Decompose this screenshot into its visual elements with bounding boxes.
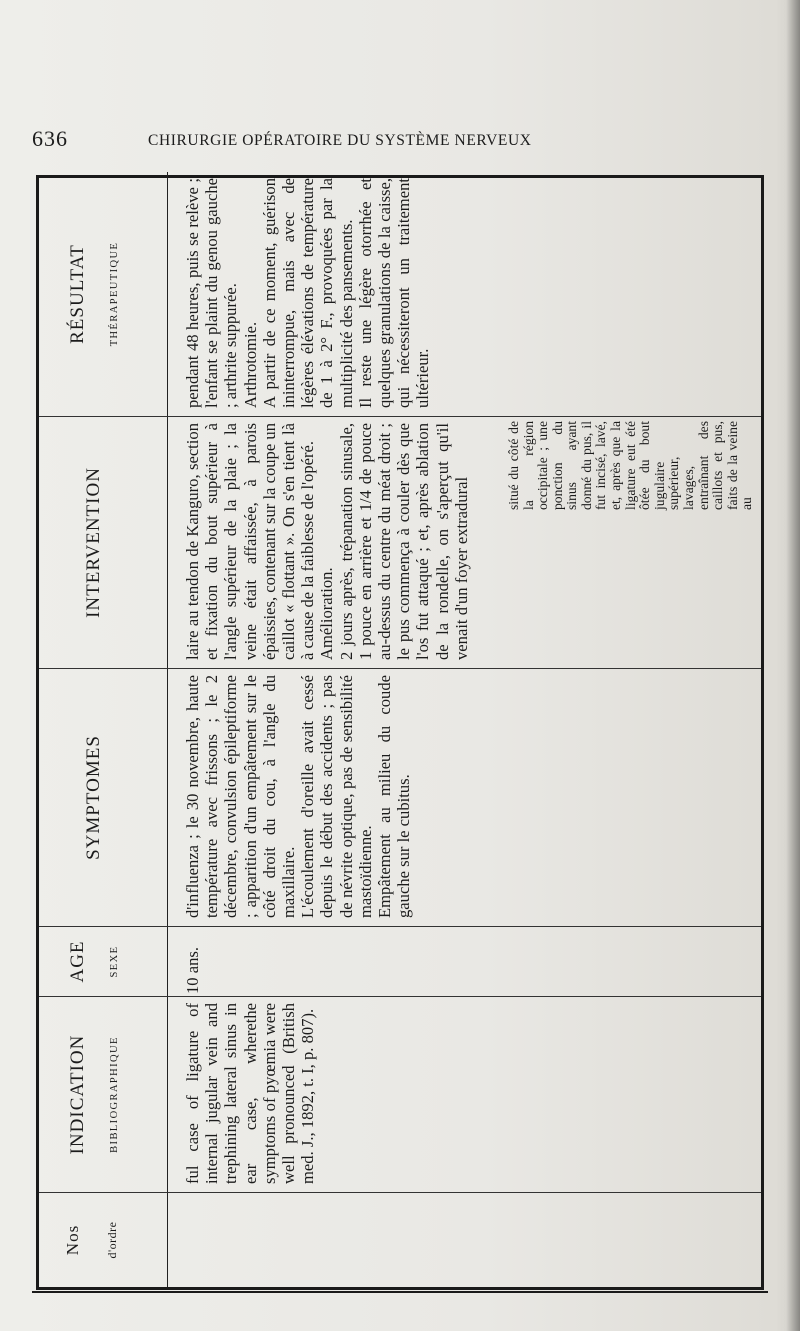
column-intervention <box>39 416 761 668</box>
column-header-intervention <box>39 417 168 668</box>
column-header-indication <box>39 997 168 1192</box>
column-symptomes <box>39 668 761 926</box>
column-title: Nos <box>63 1224 82 1256</box>
column-title: RÉSULTAT <box>67 244 88 344</box>
intervention-paragraph: Amélioration. <box>317 567 337 660</box>
case-table <box>36 175 764 1290</box>
column-resultat <box>39 172 761 416</box>
running-head <box>30 126 590 154</box>
column-subtitle: SEXE <box>109 945 120 978</box>
cell-resultat <box>183 178 433 408</box>
result-paragraph: Il reste une légère otorrhée et quelques granulations de la caisse, qui nécessiteront un traitement ultérieur. <box>355 178 433 408</box>
column-title: SYMPTOMES <box>83 735 104 860</box>
column-subtitle: d'ordre <box>105 1221 119 1259</box>
column-header-symptomes <box>39 669 168 926</box>
column-age <box>39 926 761 996</box>
intervention-paragraph: 2 jours après, trépanation sinusale, 1 pouce en arrière et 1/4 de pouce au-dessus du centre du méat droit ; le pus commença à couler dès que l'os fut attaqué ; et, après ablation de la rondelle, on s'aperçut qu'il venait d'un foyer extradural <box>336 423 471 660</box>
column-title: INDICATION <box>67 1034 88 1155</box>
cell-intervention <box>183 423 471 660</box>
column-indication <box>39 996 761 1192</box>
page-number: 636 <box>32 126 68 151</box>
cell-age: 10 ans. <box>183 946 202 994</box>
result-paragraph: Arthrotomie. <box>240 321 260 408</box>
cell-intervention-continued: situé du côté de la région occipitale ; une ponction du sinus ayant donné du pus, il fut incisé, lavé, et, après que la ligature eut été ôtée du bout jugulaire supérieur, lavages, entraînant des caillots et pus, faits de la veine au <box>505 421 755 510</box>
column-header-numero <box>39 1193 168 1287</box>
result-paragraph: pendant 48 heures, puis se relève ; l'enfant se plaint du genou gauche ; arthrite suppurée. <box>183 178 241 408</box>
column-subtitle: BIBLIOGRAPHIQUE <box>109 1036 120 1153</box>
symptom-paragraph: L'écoulement d'oreille avait cessé depuis le début des accidents ; pas de névrite optique, pas de sensibilité mastoïdienne. <box>298 675 375 918</box>
cell-indication: ful case of ligature of internal jugular vein and trephining lateral sinus in ear case, wherethe symptoms of pyœmia were well pronounced (British med. J., 1892, t. I, p. 807). <box>183 1003 318 1184</box>
symptom-paragraph: Empâtement au milieu du coude gauche sur le cubitus. <box>375 675 414 918</box>
column-title: AGE <box>67 940 88 983</box>
intervention-paragraph: laire au tendon de Kanguro, section et fixation du bout supérieur à l'angle supérieur de la plaie ; la veine était affaissée, à parois épaissies, contenant sur la coupe un caillot « flottant ». On s'en tient là à cause de la faiblesse de l'opéré. <box>183 423 318 660</box>
column-subtitle: THÉRAPEUTIQUE <box>109 241 120 347</box>
symptom-paragraph: d'influenza ; le 30 novembre, haute température avec frissons ; le 2 décembre, convulsion épileptiforme ; apparition d'un empâtement sur le côté droit du cou, à l'angle du maxillaire. <box>183 675 299 918</box>
column-numero <box>39 1192 761 1287</box>
result-paragraph: A partir de ce moment, guérison ininterrompue, mais avec de légères élévations de température de 1 à 2° F., provoquées par la multiplicité des pansements. <box>259 178 356 408</box>
page-gutter-shadow <box>786 0 800 1331</box>
column-title: INTERVENTION <box>83 467 104 618</box>
running-title: CHIRURGIE OPÉRATOIRE DU SYSTÈME NERVEUX <box>148 132 532 149</box>
cell-symptomes <box>183 675 413 918</box>
column-header-age <box>39 927 168 996</box>
column-header-resultat <box>39 172 168 416</box>
